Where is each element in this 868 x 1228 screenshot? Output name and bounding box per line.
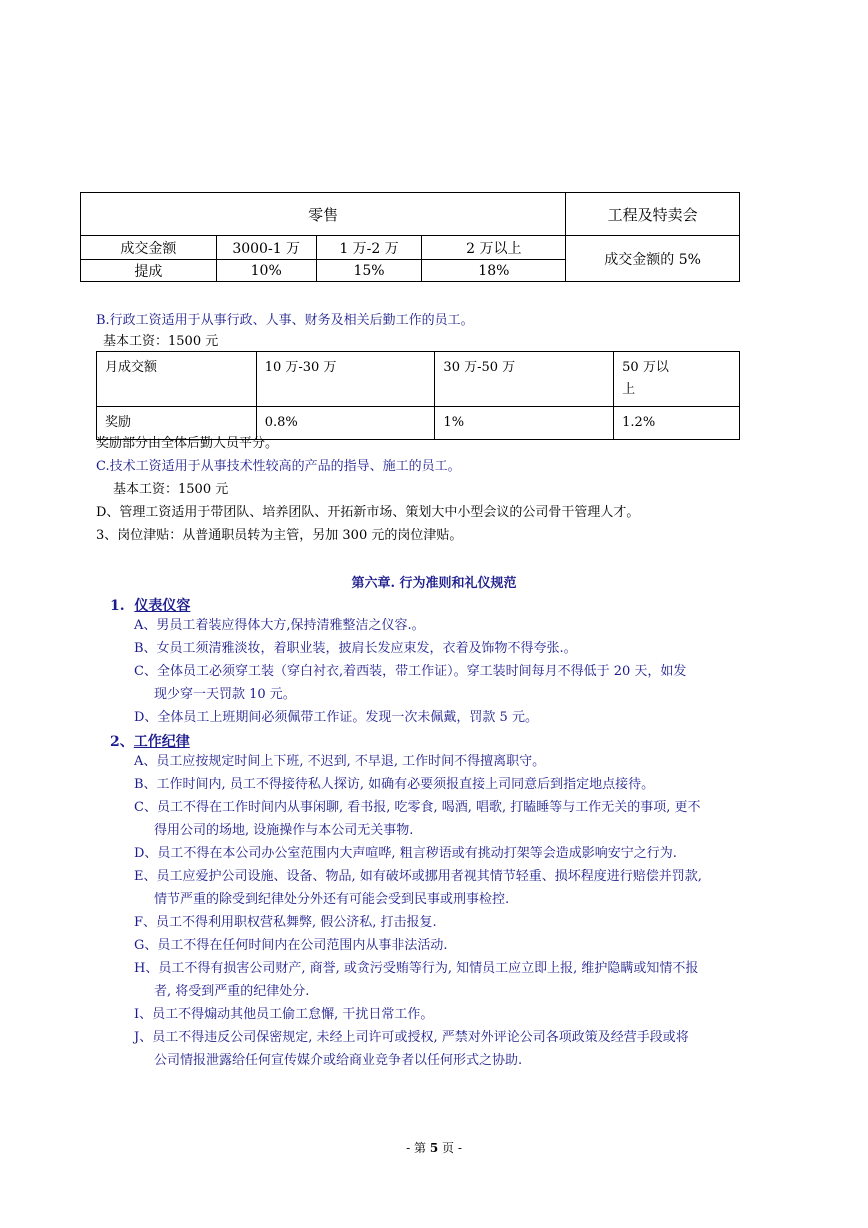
admin-base-salary: 基本工资：1500 元: [103, 334, 219, 349]
monthly-label: 月成交额: [97, 352, 257, 407]
tier-1: 3000-1 万: [216, 236, 316, 260]
tier-2: 1 万-2 万: [316, 236, 422, 260]
section-2-title: 工作纪律: [133, 734, 190, 750]
bonus-label: 奖励: [97, 407, 257, 440]
sec1-item: B、女员工须清雅淡妆，着职业装，披肩长发应束发，衣着及饰物不得夸张.。: [134, 641, 577, 656]
bonus-rate-1: 0.8%: [256, 407, 435, 440]
sec2-item: G、员工不得在任何时间内在公司范围内从事非法活动.: [134, 938, 448, 953]
chapter-title: 第六章. 行为准则和礼仪规范: [351, 576, 517, 591]
footer-prefix: - 第: [406, 1141, 426, 1155]
bonus-tier-2: 30 万-50 万: [435, 352, 614, 407]
rate-1: 10%: [216, 260, 316, 282]
tech-intro: C.技术工资适用于从事技术性较高的产品的指导、施工的员工。: [96, 459, 461, 474]
sec2-item-continued: 得用公司的场地, 设施操作与本公司无关事物.: [154, 823, 414, 838]
bonus-tier-1: 10 万-30 万: [256, 352, 435, 407]
rate-2: 15%: [316, 260, 422, 282]
management-salary: D、管理工资适用于带团队、培养团队、开拓新市场、策划大中小型会议的公司骨干管理人才。: [96, 505, 640, 520]
project-value: 成交金额的 5%: [566, 236, 740, 282]
sec2-item: E、员工应爱护公司设施、设备、物品, 如有破坏或挪用者视其情节轻重、损坏程度进行赔偿并罚款,: [134, 869, 702, 884]
bonus-tier-3-line2: 上: [622, 382, 636, 397]
section-2-number: 2、: [110, 734, 134, 750]
position-allowance: 3、岗位津贴：从普通职员转为主管，另加 300 元的岗位津贴。: [96, 528, 463, 543]
sec2-item: J、员工不得违反公司保密规定, 未经上司许可或授权, 严禁对外评论公司各项政策及经营手段或将: [134, 1030, 689, 1045]
bonus-tier-3-line1: 50 万以: [622, 360, 669, 375]
sec2-item: H、员工不得有损害公司财产, 商誉, 或贪污受贿等行为, 知情员工应立即上报, 维护隐瞒或知情不报: [134, 961, 699, 976]
bonus-rate-3: 1.2%: [614, 407, 740, 440]
admin-bonus-table: [96, 351, 740, 440]
sec2-item-continued: 公司情报泄露给任何宣传媒介或给商业竞争者以任何形式之协助.: [154, 1053, 523, 1068]
sec1-item: C、全体员工必须穿工装（穿白衬衣,着西装，带工作证）。穿工装时间每月不得低于 20 天，如发: [134, 664, 687, 679]
rate-3: 18%: [422, 260, 566, 282]
admin-intro: B.行政工资适用于从事行政、人事、财务及相关后勤工作的员工。: [96, 313, 474, 328]
amount-label: 成交金额: [81, 236, 217, 260]
sec1-item: D、全体员工上班期间必须佩带工作证。发现一次未佩戴，罚款 5 元。: [134, 710, 538, 725]
sec2-item: D、员工不得在本公司办公室范围内大声喧哗, 粗言秽语或有挑动打架等会造成影响安宁之行为.: [134, 846, 677, 861]
bonus-tier-3: [614, 352, 740, 407]
retail-header: 零售: [81, 193, 566, 236]
section-1-title: 仪表仪容: [134, 598, 191, 614]
project-header: 工程及特卖会: [566, 193, 740, 236]
commission-label: 提成: [81, 260, 217, 282]
tier-3: 2 万以上: [422, 236, 566, 260]
admin-note: 奖励部分由全体后勤人员平分。: [96, 436, 279, 451]
section-1-number: 1.: [110, 598, 125, 614]
section-1-heading: [110, 595, 210, 615]
page-number: 5: [429, 1141, 439, 1155]
commission-table: [80, 192, 740, 282]
sec2-item: A、员工应按规定时间上下班, 不迟到, 不早退, 工作时间不得擅离职守。: [134, 754, 546, 769]
sec2-item: B、工作时间内, 员工不得接待私人探访, 如确有必要须报直接上司同意后到指定地点接待。: [134, 777, 655, 792]
sec2-item: F、员工不得利用职权营私舞弊, 假公济私, 打击报复.: [134, 915, 437, 930]
section-2-heading: [110, 731, 209, 751]
sec2-item: I、员工不得煽动其他员工偷工怠懈, 干扰日常工作。: [134, 1007, 434, 1022]
sec2-item: C、员工不得在工作时间内从事闲聊, 看书报, 吃零食, 喝酒, 唱歌, 打瞌睡等与工作无关的事项, 更不: [134, 800, 701, 815]
sec1-item-continued: 现少穿一天罚款 10 元。: [154, 687, 296, 702]
footer-suffix: 页 -: [442, 1141, 462, 1155]
page-footer: [0, 1139, 868, 1156]
sec2-item-continued: 者, 将受到严重的纪律处分.: [154, 984, 310, 999]
bonus-rate-2: 1%: [435, 407, 614, 440]
tech-base-salary: 基本工资：1500 元: [113, 482, 229, 497]
sec2-item-continued: 情节严重的除受到纪律处分外还有可能会受到民事或刑事检控.: [154, 892, 510, 907]
sec1-item: A、男员工着装应得体大方,保持清雅整洁之仪容.。: [134, 618, 425, 633]
